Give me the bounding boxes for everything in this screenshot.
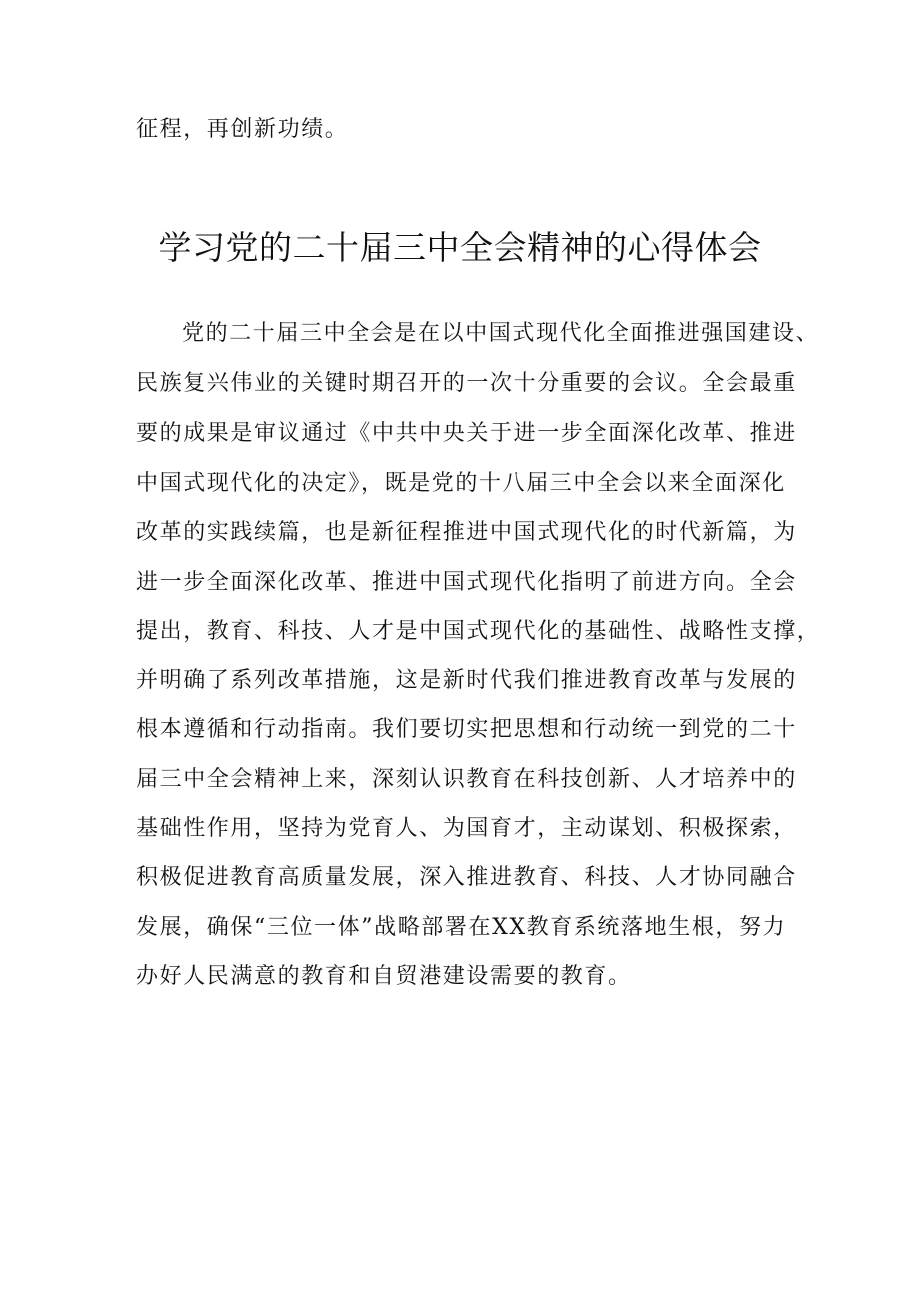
paragraph-line: 要的成果是审议通过《中共中央关于进一步全面深化改革、推进 [136,421,797,446]
paragraph-line: 中国式现代化的决定》，既是党的十八届三中全会以来全面深化 [136,471,786,496]
paragraph-line: 党的二十届三中全会是在以中国式现代化全面推进强国建设、 [182,321,820,346]
paragraph-line: 基础性作用，坚持为党育人、为国育才，主动谋划、积极探索， [136,816,797,841]
continuation-text: 征程，再创新功绩。 [136,117,349,142]
paragraph-line: 并明确了系列改革措施，这是新时代我们推进教育改革与发展的 [136,668,797,693]
paragraph-line: 届三中全会精神上来，深刻认识教育在科技创新、人才培养中的 [136,767,797,792]
paragraph-line: 根本遵循和行动指南。我们要切实把思想和行动统一到党的二十 [136,717,797,742]
paragraph-line: 办好人民满意的教育和自贸港建设需要的教育。 [136,964,632,989]
paragraph-line: 积极促进教育高质量发展，深入推进教育、科技、人才协同融合 [136,865,797,890]
paragraph-line: 改革的实践续篇，也是新征程推进中国式现代化的时代新篇，为 [136,520,797,545]
paragraph-line: 进一步全面深化改革、推进中国式现代化指明了前进方向。全会 [136,570,797,595]
paragraph-line: 民族复兴伟业的关键时期召开的一次十分重要的会议。全会最重 [136,371,797,396]
paragraph-line: 发展，确保“三位一体”战略部署在XX教育系统落地生根，努力 [136,915,787,940]
paragraph-line: 提出，教育、科技、人才是中国式现代化的基础性、战略性支撑， [136,619,821,644]
article-title: 学习党的二十届三中全会精神的心得体会 [158,228,762,267]
